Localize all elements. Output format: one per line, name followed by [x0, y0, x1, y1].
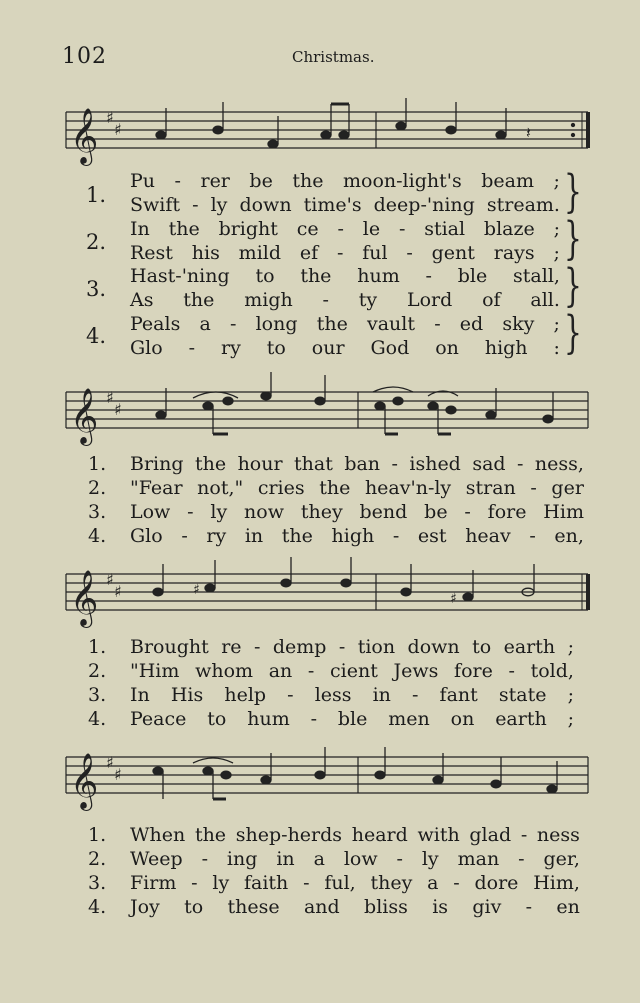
lyric-syllable: ished — [409, 453, 461, 475]
lyric-line — [130, 170, 560, 194]
lyric-syllable: the — [194, 824, 227, 846]
lyric-syllable: the — [292, 170, 324, 192]
lyric-syllable: ly — [210, 501, 228, 523]
lyric-syllable: these — [227, 896, 280, 918]
lyric-syllable: ly — [212, 872, 230, 894]
lyric-syllable: stran — [465, 477, 516, 499]
lyric-syllable: en, — [554, 525, 584, 547]
lyric-syllable: rays — [493, 241, 535, 264]
brace-mark: } — [564, 164, 582, 218]
verse-number: 4. — [88, 525, 107, 547]
lyric-line — [88, 501, 584, 525]
treble-clef-icon: 𝄞 — [70, 108, 99, 164]
brace-mark: } — [564, 258, 582, 312]
rest-icon: 𝄽 — [526, 123, 531, 142]
sharp-icon: ♯ — [106, 388, 114, 407]
lyric-syllable: ly — [210, 194, 228, 216]
lyric-syllable: cries — [257, 477, 305, 499]
lyric-line — [88, 684, 574, 708]
lyric-syllable: dore — [474, 872, 519, 894]
lyric-line — [88, 848, 580, 872]
lyric-syllable: sky — [502, 312, 535, 335]
lyric-syllable: to — [266, 336, 286, 359]
lyric-syllable: - — [322, 289, 329, 311]
lyric-syllable: Firm — [130, 872, 177, 894]
lyric-syllable: the — [316, 312, 348, 335]
lyric-syllable: with — [417, 824, 460, 846]
music-staff-1 — [58, 90, 603, 170]
lyric-line — [88, 636, 574, 660]
lyric-syllable: - — [192, 194, 199, 216]
lyric-syllable: down — [407, 636, 460, 658]
lyric-syllable: - — [253, 636, 261, 658]
lyric-syllable: - — [337, 217, 344, 240]
lyric-syllable: bliss — [364, 896, 408, 918]
lyric-syllable: ce — [296, 217, 319, 240]
music-staff-4 — [58, 735, 603, 815]
lyric-syllable: be — [424, 501, 448, 523]
lyric-syllable: now — [244, 501, 284, 523]
lyric-line — [88, 660, 574, 684]
lyric-syllable: to — [207, 708, 227, 730]
treble-clef-icon: 𝄞 — [70, 753, 99, 809]
lyric-syllable: - — [187, 501, 194, 523]
verse-number: 4. — [86, 324, 107, 348]
lyric-syllable: ; — [553, 170, 560, 192]
lyric-syllable: - — [174, 170, 181, 192]
lyric-syllable: - — [518, 848, 525, 870]
lyric-syllable: an — [268, 660, 293, 682]
lyric-syllable: earth — [495, 708, 547, 730]
brace-mark: } — [564, 305, 582, 359]
lyric-syllable: Swift — [130, 194, 181, 216]
verse-number: 1. — [88, 636, 107, 658]
lyric-syllable: long — [255, 312, 298, 335]
lyric-syllable: "Fear — [130, 477, 183, 499]
lyric-syllable: His — [170, 684, 204, 706]
lyric-syllable: help — [224, 684, 267, 706]
lyric-syllable: Brought — [130, 636, 209, 658]
lyric-syllable: migh — [244, 289, 293, 311]
lyric-syllable: the — [194, 453, 227, 475]
sharp-icon: ♯ — [114, 765, 122, 784]
lyric-syllable: - — [525, 896, 533, 918]
lyric-syllable: they — [300, 501, 343, 523]
verse-number: 4. — [88, 896, 107, 918]
lyric-syllable: ; — [567, 636, 574, 658]
lyric-syllable: Pu — [130, 170, 156, 192]
lyric-syllable: to — [184, 896, 204, 918]
lyric-syllable: man — [457, 848, 500, 870]
lyric-syllable: giv — [472, 896, 502, 918]
lyric-syllable: - — [530, 477, 537, 499]
sharp-icon: ♯ — [106, 753, 114, 772]
lyric-syllable: - — [310, 708, 318, 730]
lyric-syllable: deep-'ning — [373, 194, 475, 216]
lyric-syllable: re — [221, 636, 242, 658]
lyric-syllable: ly — [421, 848, 439, 870]
lyric-line — [88, 824, 580, 848]
lyric-syllable: When — [130, 824, 186, 846]
music-staff-2 — [58, 370, 603, 450]
lyric-syllable: on — [450, 708, 475, 730]
lyric-syllable: of — [482, 289, 501, 311]
lyric-line — [88, 477, 584, 501]
lyric-syllable: demp — [272, 636, 327, 658]
lyric-syllable: his — [191, 241, 220, 264]
lyric-line — [130, 313, 560, 337]
lyric-syllable: - — [520, 824, 528, 846]
lyric-syllable: vault — [367, 312, 416, 335]
lyric-syllable: - — [230, 312, 237, 335]
lyric-syllable: they — [370, 872, 413, 894]
verse-number: 3. — [88, 501, 107, 523]
sharp-icon: ♯ — [114, 120, 122, 139]
lyric-syllable: stial — [424, 217, 466, 240]
lyric-syllable: in — [244, 525, 264, 547]
lyric-syllable: to — [255, 265, 275, 287]
lyric-syllable: stream. — [486, 194, 560, 216]
lyric-syllable: ; — [567, 708, 574, 730]
lyric-line — [130, 194, 560, 218]
lyric-syllable: men — [388, 708, 430, 730]
lyric-syllable: ; — [553, 241, 560, 264]
lyric-syllable: ; — [553, 312, 560, 335]
lyric-syllable: ble — [457, 265, 488, 287]
page-title: Christmas. — [292, 48, 375, 66]
lyric-syllable: - — [338, 636, 346, 658]
lyric-syllable: heav'n-ly — [364, 477, 452, 499]
lyric-syllable: high — [484, 336, 528, 359]
lyric-syllable: Lord — [406, 289, 453, 311]
sharp-icon: ♯ — [114, 582, 122, 601]
lyric-syllable: beam — [481, 170, 534, 192]
lyric-syllable: Rest — [130, 241, 173, 264]
lyric-syllable: the — [281, 525, 313, 547]
lyric-syllable: - — [201, 848, 208, 870]
lyric-syllable: bend — [359, 501, 408, 523]
lyric-syllable: that — [294, 453, 333, 475]
lyric-syllable: hum — [357, 265, 400, 287]
lyric-syllable: tion — [357, 636, 396, 658]
treble-clef-icon: 𝄞 — [70, 388, 99, 444]
lyric-syllable: fore — [454, 660, 493, 682]
lyric-syllable: fore — [487, 501, 527, 523]
lyric-syllable: - — [517, 453, 524, 475]
lyric-syllable: ger — [551, 477, 584, 499]
lyric-line — [130, 242, 560, 266]
lyric-syllable: told, — [530, 660, 574, 682]
lyric-syllable: fant — [439, 684, 478, 706]
lyric-syllable: Peals — [130, 312, 181, 335]
lyric-syllable: the — [300, 265, 332, 287]
lyric-line — [130, 265, 560, 289]
lyric-syllable: - — [434, 312, 441, 335]
lyric-syllable: ty — [358, 289, 378, 311]
sharp-icon: ♯ — [450, 591, 457, 607]
lyric-syllable: - — [412, 684, 419, 706]
lyric-syllable: cient — [330, 660, 378, 682]
lyric-syllable: blaze — [483, 217, 535, 240]
lyric-syllable: a — [199, 312, 211, 335]
verse-number: 2. — [88, 848, 107, 870]
lyric-syllable: - — [392, 525, 400, 547]
lyric-syllable: Weep — [130, 848, 183, 870]
sharp-icon: ♯ — [106, 570, 114, 589]
lyric-syllable: faith — [243, 872, 289, 894]
lyric-syllable: ; — [553, 217, 560, 240]
verse-number: 2. — [88, 660, 107, 682]
lyric-syllable: time's — [303, 194, 362, 216]
lyric-syllable: ed — [459, 312, 484, 335]
verse-number: 3. — [86, 277, 107, 301]
lyric-syllable: - — [188, 336, 196, 359]
verse-number: 3. — [88, 872, 107, 894]
lyric-syllable: - — [287, 684, 294, 706]
lyric-syllable: Glo — [130, 336, 163, 359]
verse-number: 2. — [86, 230, 107, 254]
lyric-syllable: moon-light's — [343, 170, 462, 192]
lyric-syllable: heard — [351, 824, 408, 846]
lyric-syllable: - — [425, 265, 432, 287]
lyric-syllable: all. — [530, 289, 560, 311]
lyric-syllable: hum — [247, 708, 290, 730]
lyric-syllable: ef — [299, 241, 319, 264]
lyric-syllable: en — [556, 896, 580, 918]
lyric-syllable: is — [432, 896, 449, 918]
lyric-syllable: - — [181, 525, 188, 547]
lyric-syllable: gent — [431, 241, 475, 264]
lyric-syllable: - — [396, 848, 403, 870]
lyric-syllable: God — [370, 336, 410, 359]
lyric-syllable: - — [336, 241, 344, 264]
lyric-syllable: : — [553, 336, 560, 359]
page-number: 102 — [62, 44, 107, 69]
lyric-line — [130, 337, 560, 361]
lyric-syllable: In — [130, 684, 150, 706]
lyric-line — [130, 218, 560, 242]
lyric-syllable: - — [508, 660, 515, 682]
lyric-line — [88, 708, 574, 732]
lyric-syllable: Bring — [130, 453, 184, 475]
lyric-syllable: est — [417, 525, 447, 547]
lyric-syllable: - — [191, 872, 198, 894]
lyric-syllable: Low — [130, 501, 171, 523]
verse-number: 3. — [88, 684, 107, 706]
lyric-syllable: "Him — [130, 660, 180, 682]
lyric-syllable: rer — [200, 170, 230, 192]
lyric-syllable: the — [183, 289, 215, 311]
lyric-syllable: ful, — [324, 872, 356, 894]
lyric-syllable: heav — [465, 525, 511, 547]
lyric-line — [88, 872, 580, 896]
lyric-syllable: ry — [221, 336, 241, 359]
lyric-syllable: and — [303, 896, 340, 918]
verse-number: 1. — [86, 183, 107, 207]
lyric-syllable: bright — [218, 217, 278, 240]
lyric-syllable: Glo — [130, 525, 163, 547]
lyric-syllable: in — [372, 684, 391, 706]
lyric-syllable: Him, — [533, 872, 580, 894]
treble-clef-icon: 𝄞 — [70, 570, 99, 626]
lyric-syllable: high — [331, 525, 375, 547]
lyric-syllable: - — [307, 660, 315, 682]
lyric-syllable: Jews — [393, 660, 439, 682]
verse-number: 2. — [88, 477, 107, 499]
lyric-syllable: hour — [237, 453, 283, 475]
verse-number: 1. — [88, 453, 107, 475]
lyric-syllable: be — [249, 170, 273, 192]
lyric-syllable: the — [319, 477, 351, 499]
sharp-icon: ♯ — [193, 582, 200, 598]
lyric-syllable: Peace — [130, 708, 187, 730]
lyric-syllable: In — [130, 217, 150, 240]
lyric-syllable: ness, — [534, 453, 584, 475]
lyric-syllable: our — [311, 336, 345, 359]
lyric-syllable: a — [427, 872, 439, 894]
lyric-syllable: stall, — [513, 265, 560, 287]
lyric-syllable: in — [276, 848, 295, 870]
lyric-syllable: - — [453, 872, 460, 894]
lyric-line — [130, 289, 560, 313]
lyric-syllable: - — [303, 872, 310, 894]
brace-mark: } — [564, 211, 582, 265]
lyric-syllable: ble — [337, 708, 368, 730]
sharp-icon: ♯ — [114, 400, 122, 419]
lyric-syllable: Hast-'ning — [130, 265, 230, 287]
lyric-syllable: Him — [543, 501, 584, 523]
lyric-syllable: ness — [536, 824, 580, 846]
lyric-syllable: glad — [469, 824, 512, 846]
verse-number: 1. — [88, 824, 107, 846]
lyric-syllable: - — [398, 217, 406, 240]
lyric-syllable: ing — [226, 848, 258, 870]
lyric-syllable: less — [314, 684, 352, 706]
lyric-syllable: As — [130, 289, 154, 311]
lyric-syllable: ban — [344, 453, 381, 475]
lyric-syllable: not," — [197, 477, 244, 499]
lyric-syllable: the — [168, 217, 200, 240]
lyric-syllable: - — [406, 241, 413, 264]
lyric-syllable: shep-herds — [235, 824, 343, 846]
lyric-syllable: whom — [195, 660, 254, 682]
lyric-syllable: - — [529, 525, 536, 547]
lyric-syllable: state — [498, 684, 547, 706]
lyric-syllable: ful — [362, 241, 388, 264]
lyric-syllable: - — [464, 501, 471, 523]
lyric-syllable: to — [472, 636, 492, 658]
verse-number: 4. — [88, 708, 107, 730]
lyric-syllable: on — [435, 336, 459, 359]
lyric-syllable: earth — [503, 636, 556, 658]
lyric-syllable: ; — [567, 684, 574, 706]
music-staff-3 — [58, 552, 603, 632]
lyric-syllable: low — [343, 848, 378, 870]
lyric-syllable: - — [391, 453, 398, 475]
lyric-line — [88, 453, 584, 477]
lyric-syllable: le — [362, 217, 381, 240]
lyric-line — [88, 525, 584, 549]
lyric-syllable: ger, — [543, 848, 580, 870]
lyric-syllable: a — [313, 848, 325, 870]
lyric-syllable: mild — [238, 241, 282, 264]
lyric-syllable: Joy — [130, 896, 160, 918]
lyric-syllable: sad — [472, 453, 506, 475]
lyric-line — [88, 896, 580, 920]
lyric-syllable: down — [239, 194, 292, 216]
sharp-icon: ♯ — [106, 108, 114, 127]
lyric-syllable: ry — [206, 525, 227, 547]
